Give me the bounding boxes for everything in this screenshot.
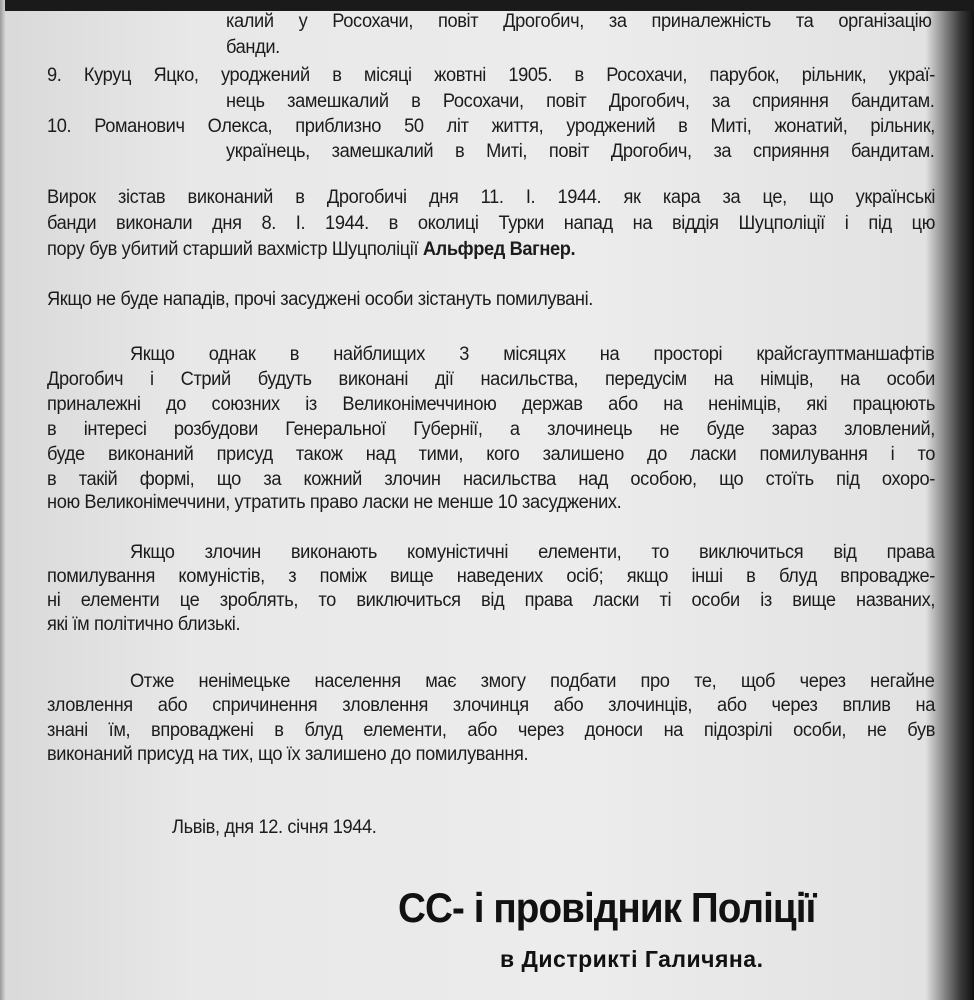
list-continuation-line: калий у Росохачи, повіт Дрогобич, за приналежність та організацію	[226, 11, 932, 32]
place-date: Львів, дня 12. січня 1944.	[172, 817, 377, 838]
paragraph-population-line: знані їм, впроваджені в блуд елементи, або через доноси на підозрілі особи, не був	[47, 720, 935, 741]
list-item-10-cont: українець, замешкалий в Миті, повіт Дрогобич, за сприяння бандитам.	[226, 141, 935, 162]
paragraph-population-line: Отже ненімецьке населення має змогу подбати про те, щоб через негайне	[130, 671, 935, 692]
paragraph-population-line: зловлення або спричинення зловлення злочинця або злочинців, або через вплив на	[47, 695, 935, 716]
verdict-line: Вирок зістав виконаний в Дрогобичі дня 11. I. 1944. як кара за це, що українські	[47, 187, 935, 208]
paragraph-violence-line: Якщо однак в найблищих 3 місяцях на просторі крайсгауптманшафтів	[130, 344, 935, 365]
verdict-line: банди виконали дня 8. I. 1944. в околиці Турки напад на віддія Шуцполіції і під цю	[47, 213, 935, 234]
signature-title: СС- і провідник Поліції	[398, 884, 816, 931]
verdict-text: пору був убитий старший вахмістр Шуцполіції	[47, 239, 423, 260]
paragraph-violence-line: Дрогобич і Стрий будуть виконані дії насильства, передусім на німців, на особи	[47, 369, 935, 390]
list-continuation-line: банди.	[226, 37, 280, 58]
paragraph-violence-line: приналежні до союзних із Великонімеччиною держав або на ненімців, які працюють	[47, 394, 935, 415]
signature-district: в Дистрикті Галичяна.	[500, 946, 764, 972]
paragraph-violence-line: в такій формі, що за кожний злочин насильства над особою, що стоїть під охоро-	[47, 469, 935, 490]
paragraph-violence-line: ною Великонімеччини, утратить право ласки не менше 10 засуджених.	[47, 492, 622, 513]
list-item-9-cont: нець замешкалий в Росохачи, повіт Дрогобич, за сприяння бандитам.	[226, 91, 935, 112]
list-item-10: 10. Романович Олекса, приблизно 50 літ життя, уроджений в Миті, жонатий, рільник,	[47, 116, 935, 137]
victim-name: Альфред Вагнер.	[422, 239, 576, 260]
photo-left-edge	[0, 0, 5, 1000]
verdict-line	[47, 238, 575, 262]
paragraph-violence-line: в інтересі розбудови Генеральної Губернії, а злочинець не буде зараз зловлений,	[47, 419, 935, 440]
list-item-9: 9. Куруц Яцко, уроджений в місяці жовтні 1905. в Росохачи, парубок, рільник, украї-	[47, 65, 935, 86]
paragraph-communists-line: помилування комуністів, з поміж вище наведених осіб; якщо інші в блуд впроваджe-	[47, 566, 935, 587]
paragraph-communists-line: ні елементи це зроблять, то виключиться від права ласки ті особи із вище названих,	[47, 590, 935, 611]
pardon-line: Якщо не буде нападів, прочі засуджені особи зістануть помилувані.	[47, 289, 593, 310]
paragraph-communists-line: які їм політично близькі.	[47, 614, 241, 635]
paragraph-communists-line: Якщо злочин виконають комуністичні елементи, то виключиться від права	[130, 542, 935, 563]
paragraph-population-line: виконаний присуд на тих, що їх залишено до помилування.	[47, 744, 529, 765]
paragraph-violence-line: буде виконаний присуд також над тими, кого залишено до ласки помилування і то	[47, 444, 935, 465]
